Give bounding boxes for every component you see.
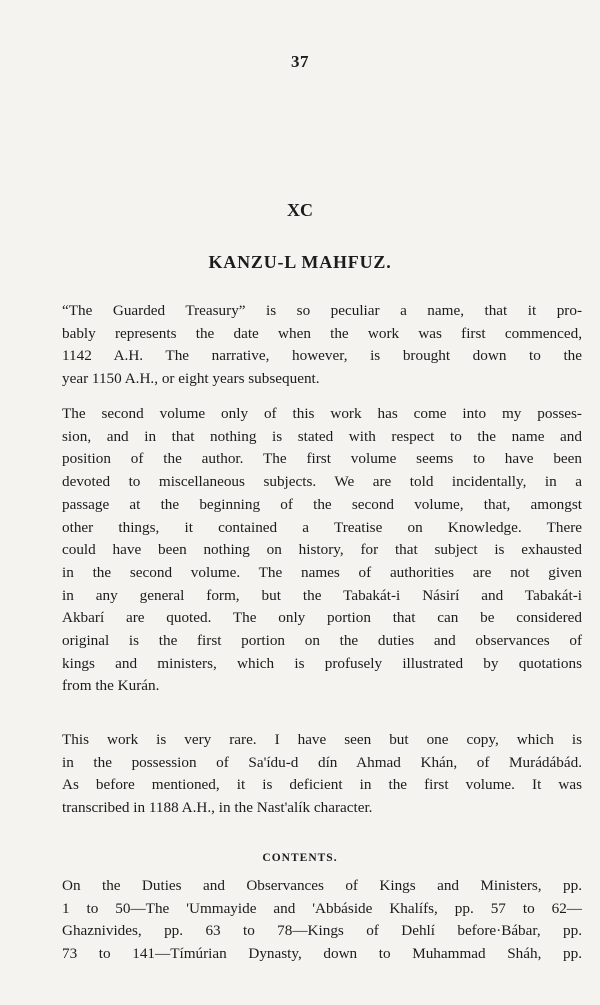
text-line: year 1150 A.H., or eight years subsequent. bbox=[62, 370, 320, 388]
text-line: bably represents the date when the work was first commenced, bbox=[62, 324, 582, 342]
text-line: transcribed in 1188 A.H., in the Nast'alík character. bbox=[62, 799, 373, 817]
text-line: sion, and in that nothing is stated with respect to the name and bbox=[62, 427, 582, 445]
work-title: KANZU-L MAHFUZ. bbox=[208, 252, 392, 272]
text-line: from the Kurán. bbox=[62, 677, 160, 695]
text-line: As before mentioned, it is deficient in the first volume. It was bbox=[62, 776, 582, 794]
text-line: Akbarí are quoted. The only portion that can be considered bbox=[62, 609, 582, 627]
text-line: devoted to miscellaneous subjects. We are told incidentally, in a bbox=[62, 473, 582, 491]
text-line: Ghaznivides, pp. 63 to 78—Kings of Dehlí before·Bábar, pp. bbox=[62, 922, 582, 940]
contents-heading: CONTENTS. bbox=[262, 852, 338, 864]
text-line: The second volume only of this work has come into my posses- bbox=[62, 405, 582, 422]
text-line: other things, it contained a Treatise on Knowledge. There bbox=[62, 518, 582, 536]
text-line: could have been nothing on history, for that subject is exhausted bbox=[62, 541, 582, 559]
paragraph-3 bbox=[62, 729, 582, 820]
text-line: This work is very rare. I have seen but one copy, which is bbox=[62, 731, 582, 748]
section-number: XC bbox=[287, 200, 313, 220]
text-line: in any general form, but the Tabakát-i Násirí and Tabakát-i bbox=[62, 586, 582, 604]
text-line: “The Guarded Treasury” is so peculiar a name, that it pro- bbox=[62, 302, 582, 319]
text-line: 1 to 50—The 'Ummayide and 'Abbáside Khalífs, pp. 57 to 62— bbox=[62, 899, 582, 917]
text-line: position of the author. The first volume seems to have been bbox=[62, 450, 582, 468]
text-line: On the Duties and Observances of Kings and Ministers, pp. bbox=[62, 877, 582, 894]
text-line: 73 to 141—Tímúrian Dynasty, down to Muhammad Sháh, pp. bbox=[62, 945, 582, 963]
text-line: in the second volume. The names of authorities are not given bbox=[62, 563, 582, 581]
paragraph-1 bbox=[62, 300, 582, 391]
text-line: original is the first portion on the duties and observances of bbox=[62, 632, 582, 650]
text-line: kings and ministers, which is profusely illustrated by quotations bbox=[62, 654, 582, 672]
paragraph-2 bbox=[62, 403, 582, 698]
text-line: 1142 A.H. The narrative, however, is brought down to the bbox=[62, 347, 582, 365]
text-line: passage at the beginning of the second volume, that, amongst bbox=[62, 495, 582, 513]
page-number: 37 bbox=[291, 52, 309, 71]
text-line: in the possession of Sa'ídu-d dín Ahmad Khán, of Murádábád. bbox=[62, 753, 582, 771]
contents-list bbox=[62, 875, 582, 966]
